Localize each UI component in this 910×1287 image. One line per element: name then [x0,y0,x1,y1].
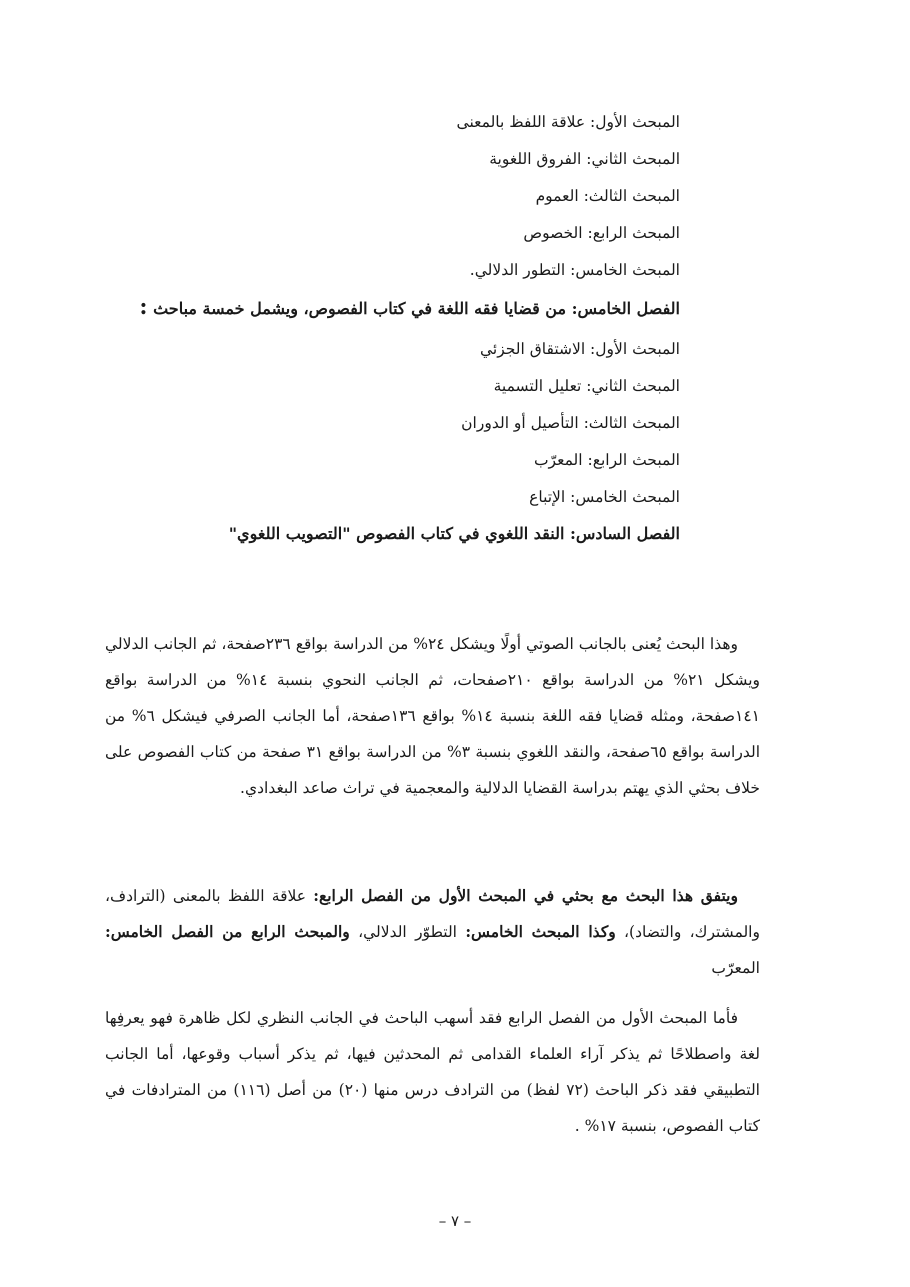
text-phrase-2: التطوّر الدلالي، [349,923,466,941]
chapter-5-colon: : [139,294,148,320]
toc-chapter-6-heading: الفصل السادس: النقد اللغوي في كتاب الفصوص "التصويب اللغوي" [228,524,680,543]
paragraph-research-distribution [105,626,760,806]
table-of-contents [80,112,680,566]
bold-phrase-1: ويتفق هذا البحث مع بحثي في المبحث الأول من الفصل الرابع: [313,886,738,905]
toc-section-5-2: المبحث الثاني: تعليل التسمية [493,377,680,395]
chapter-5-title: الفصل الخامس: من قضايا فقه اللغة في كتاب الفصوص، ويشمل خمسة مباحث [153,299,680,318]
toc-section-4-3: المبحث الثالث: العموم [535,187,680,205]
page-number: – ٧ – [438,1212,472,1230]
toc-section-4-4: المبحث الرابع: الخصوص [523,224,680,242]
toc-section-4-1: المبحث الأول: علاقة اللفظ بالمعنى [456,113,680,131]
paragraph-agreement [105,878,760,986]
text-phrase-3: المعرّب [711,959,760,977]
toc-section-5-3: المبحث الثالث: التأصيل أو الدوران [461,414,680,432]
toc-section-4-5: المبحث الخامس: التطور الدلالي. [469,261,680,279]
toc-section-5-1: المبحث الأول: الاشتقاق الجزئي [479,340,680,358]
bold-phrase-2: وكذا المبحث الخامس: [465,922,616,941]
toc-section-4-2: المبحث الثاني: الفروق اللغوية [489,150,680,168]
paragraph-1-text: وهذا البحث يُعنى بالجانب الصوتي أولًا ويشكل ٢٤% من الدراسة بواقع ٢٣٦صفحة، ثم الجانب الدلالي ويشكل ٢١% من الدراسة بواقع ٢١٠صفحات، ثم الجانب النحوي بنسبة ١٤% من الدراسة بواقع ١٤١صفحة، ومثله قضايا فقه اللغة بنسبة ١٤% بواقع ١٣٦صفحة، أما الجانب الصرفي فيشكل ٦% من الدراسة بواقع ٦٥صفحة، والنقد اللغوي بنسبة ٣% من الدراسة بواقع ٣١ صفحة من كتاب الفصوص على خلاف بحثي الذي يهتم بدراسة القضايا الدلالية والمعجمية في تراث صاعد البغدادي. [105,635,761,797]
toc-chapter-5-heading [80,294,680,339]
paragraph-3-text: فأما المبحث الأول من الفصل الرابع فقد أسهب الباحث في الجانب النظري لكل ظاهرة فهو يعرفِها لغة واصطلاحًا ثم يذكر آراء العلماء القدامى ثم المحدثين فيها، ثم يذكر أسباب وقوعها، أما الجانب التطبيقي فقد ذكر الباحث (٧٢ لفظ) من الترادف درس منها (٢٠) من أصل (١١٦) من المترادفات في كتاب الفصوص، بنسبة ١٧% . [105,1009,760,1135]
paragraph-first-section-analysis [105,1000,760,1144]
toc-section-5-5: المبحث الخامس: الإتباع [529,488,680,506]
text-phrase-1: علاقة اللفظ بالمعنى (الترادف، والمشترك، والتضاد)، [105,887,760,941]
bold-phrase-3: والمبحث الرابع من الفصل الخامس: [105,922,350,941]
toc-section-5-4: المبحث الرابع: المعرّب [533,451,680,469]
